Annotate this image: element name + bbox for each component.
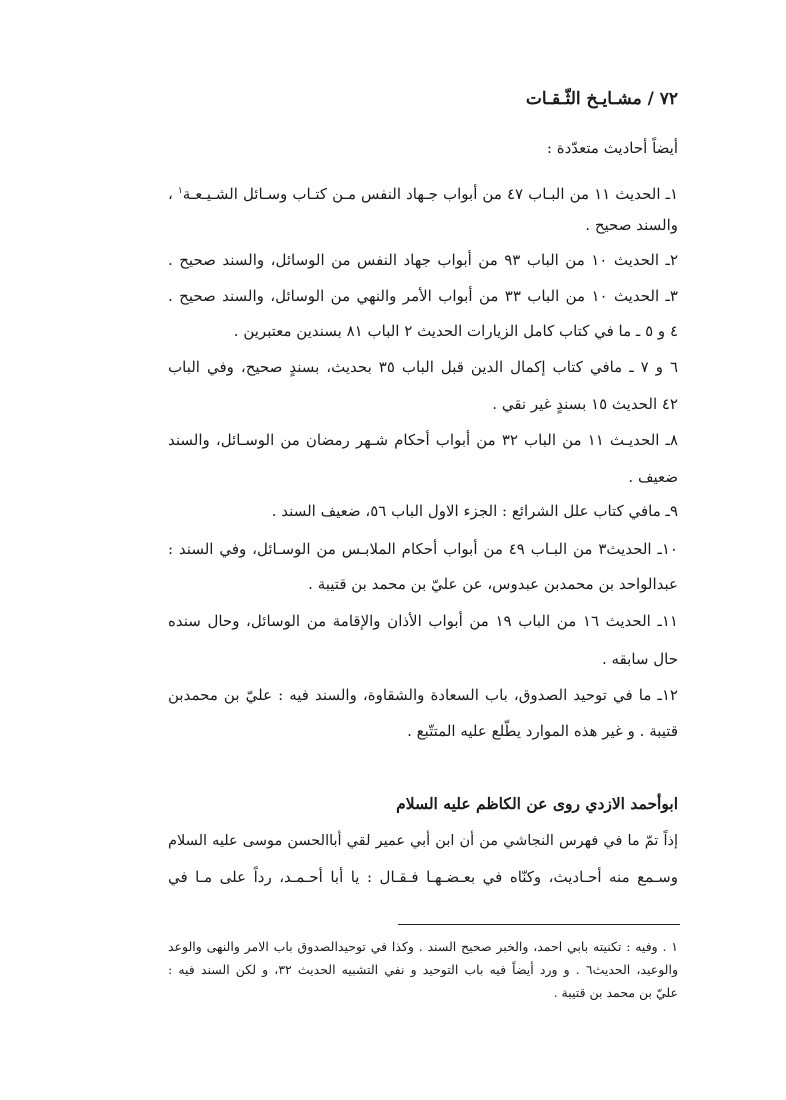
item-10-line-2: عبدالواحد بن محمدبن عبدوس، عن عليّ بن محمد بن قتيبة . [308,575,678,593]
paragraph-line-2: وسـمع منه أحـاديث، وكنّاه في بعـضـهـا فـقـال : يا أبا أحـمـد، رداً على مـا في [168,868,678,886]
footnote-marker: ١ [177,186,183,196]
intro-line: أيضاً أحاديث متعدّدة : [546,139,678,157]
paragraph-line-1: إذاً تمّ ما في فهرس النجاشي من أن ابن أبي عمير لقي أباالحسن موسى عليه السلام [168,833,678,849]
section-heading: ابوأحمد الازدي روى عن الكاظم عليه السلام [396,794,678,813]
book-title: مشـايـخ الثّـقـات [525,89,642,109]
page-number: ۷۲ [659,89,678,109]
item-6-7-line-2: ٤٢ الحديث ١٥ بسندٍ غير نقي . [492,395,678,413]
item-1-line-1 [168,180,678,205]
item-12-line-2: قتيبة . و غير هذه الموارد يطّلع عليه المتتّبع . [407,722,678,740]
footnote-line-2: والوعيد، الحديث٦ . و ورد أيضاً فيه باب التوحيد و نفي التشبيه الحديث ٣٢، و لكن السند فيه : [168,962,678,977]
running-header [526,88,678,110]
item-3: ٣ـ الحديث ١٠ من الباب ٣٣ من أبواب الأمر والنهي من الوسائل، والسند صحيح . [168,287,678,305]
item-12-line-1: ١٢ـ ما في توحيد الصدوق، باب السعادة والشقاوة، والسند فيه : عليّ بن محمدبن [168,686,678,704]
item-1-line-2: والسند صحيح . [585,216,678,234]
item-11-line-2: حال سابقه . [602,650,678,668]
item-9: ٩ـ مافي كتاب علل الشرائع : الجزء الاول الباب ٥٦، ضعيف السند . [271,502,678,520]
header-separator: / [647,89,654,109]
footnote-line-3: عليّ بن محمد بن قتيبة . [553,985,678,1000]
item-4-5: ٤ و ٥ ـ ما في كتاب كامل الزيارات الحديث ٢ الباب ٨١ بسندين معتبرين . [233,322,678,340]
item-6-7-line-1: ٦ و ٧ ـ مافي كتاب إكمال الدين قبل الباب ٣٥ بحديث، بسندٍ صحيح، وفي الباب [168,358,678,376]
item-1-tail: ، [168,185,178,203]
item-8-line-1: ٨ـ الحديـث ١١ من الباب ٣٢ من أبواب أحكام شـهر رمضان من الوسـائل، والسند [168,431,679,449]
item-11-line-1: ١١ـ الحديث ١٦ من الباب ١٩ من أبواب الأذان والإقامة من الوسائل، وحال سنده [168,612,678,630]
footnote-line-1: ١ . وفيه : تكنيته بابي احمد، والخبر صحيح السند . وكذا في توحيدالصدوق باب الامر والنهى والوعد [168,939,678,954]
footnote-divider [398,924,680,925]
item-10-line-1: ١٠ـ الحديث٣ من البـاب ٤٩ من أبواب أحكام الملابـس من الوسـائل، وفي السند : [168,540,678,558]
item-1-text: ١ـ الحديث ١١ من البـاب ٤٧ من أبواب جـهاد النفس مـن كتـاب وسـائل الشـيـعـة [182,185,679,203]
item-8-line-2: ضعيف . [628,468,678,486]
item-2: ٢ـ الحديث ١٠ من الباب ٩٣ من أبواب جهاد النفس من الوسائل، والسند صحيح . [168,251,678,269]
